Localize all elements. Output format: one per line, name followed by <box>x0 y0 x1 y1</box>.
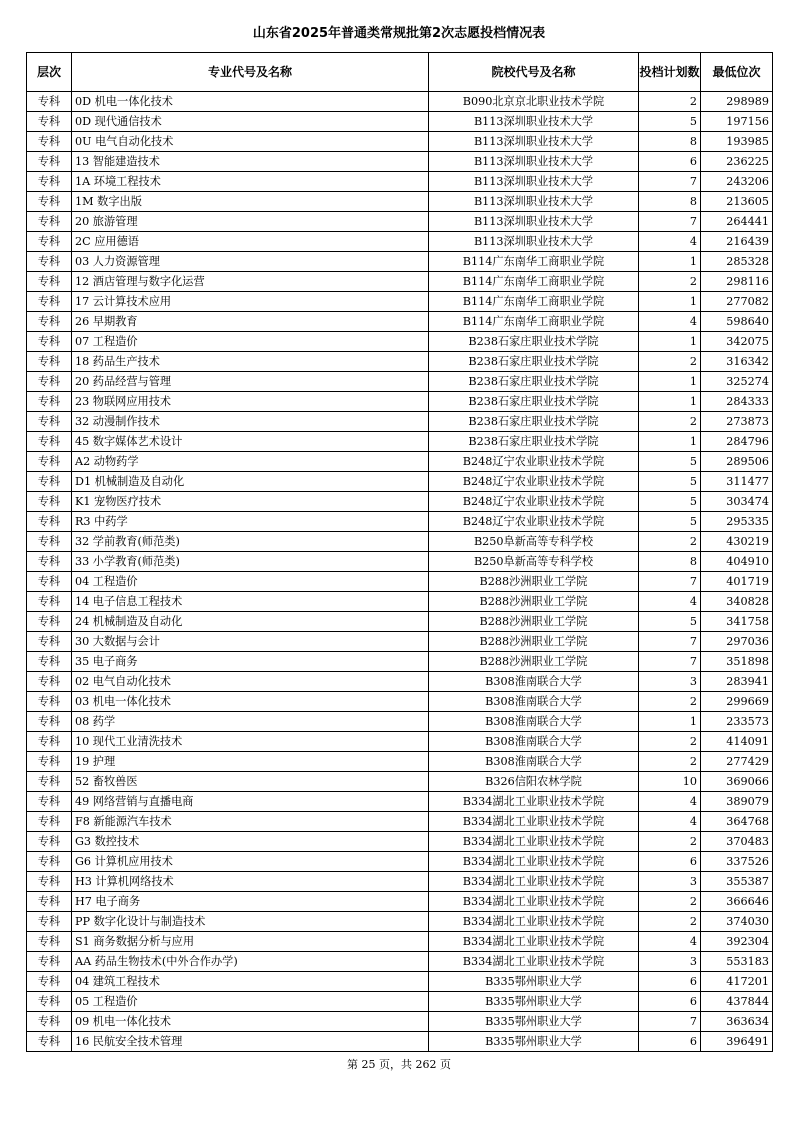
cell-rank: 316342 <box>701 352 773 372</box>
table-row <box>27 592 773 612</box>
cell-major: 10 现代工业清洗技术 <box>72 732 429 752</box>
cell-level: 专科 <box>27 512 72 532</box>
cell-plan: 2 <box>639 732 701 752</box>
table-row <box>27 112 773 132</box>
cell-school: B288沙洲职业工学院 <box>429 612 639 632</box>
cell-rank: 233573 <box>701 712 773 732</box>
cell-rank: 351898 <box>701 652 773 672</box>
cell-major: K1 宠物医疗技术 <box>72 492 429 512</box>
cell-level: 专科 <box>27 832 72 852</box>
cell-rank: 370483 <box>701 832 773 852</box>
cell-school: B113深圳职业技术大学 <box>429 112 639 132</box>
cell-major: 30 大数据与会计 <box>72 632 429 652</box>
table-row <box>27 812 773 832</box>
cell-rank: 401719 <box>701 572 773 592</box>
table-row <box>27 352 773 372</box>
cell-plan: 5 <box>639 452 701 472</box>
cell-level: 专科 <box>27 532 72 552</box>
cell-rank: 298989 <box>701 92 773 112</box>
document-title: 山东省2025年普通类常规批第2次志愿投档情况表 <box>252 26 546 41</box>
cell-level: 专科 <box>27 292 72 312</box>
cell-school: B334湖北工业职业技术学院 <box>429 792 639 812</box>
cell-plan: 2 <box>639 352 701 372</box>
cell-plan: 8 <box>639 192 701 212</box>
cell-plan: 5 <box>639 472 701 492</box>
cell-level: 专科 <box>27 872 72 892</box>
cell-level: 专科 <box>27 272 72 292</box>
cell-plan: 6 <box>639 972 701 992</box>
table-row <box>27 572 773 592</box>
table-row <box>27 272 773 292</box>
cell-major: 16 民航安全技术管理 <box>72 1032 429 1052</box>
cell-plan: 8 <box>639 552 701 572</box>
cell-school: B238石家庄职业技术学院 <box>429 432 639 452</box>
cell-school: B334湖北工业职业技术学院 <box>429 912 639 932</box>
table-row <box>27 792 773 812</box>
cell-school: B114广东南华工商职业学院 <box>429 252 639 272</box>
cell-major: 20 药品经营与管理 <box>72 372 429 392</box>
cell-level: 专科 <box>27 992 72 1012</box>
cell-major: 2C 应用德语 <box>72 232 429 252</box>
table-row <box>27 952 773 972</box>
cell-level: 专科 <box>27 612 72 632</box>
cell-major: 52 畜牧兽医 <box>72 772 429 792</box>
cell-level: 专科 <box>27 692 72 712</box>
cell-rank: 289506 <box>701 452 773 472</box>
cell-major: 12 酒店管理与数字化运营 <box>72 272 429 292</box>
cell-school: B308淮南联合大学 <box>429 752 639 772</box>
cell-plan: 3 <box>639 872 701 892</box>
cell-rank: 430219 <box>701 532 773 552</box>
cell-school: B335鄂州职业大学 <box>429 992 639 1012</box>
cell-plan: 7 <box>639 212 701 232</box>
cell-major: H7 电子商务 <box>72 892 429 912</box>
cell-level: 专科 <box>27 312 72 332</box>
cell-plan: 2 <box>639 892 701 912</box>
cell-plan: 7 <box>639 652 701 672</box>
cell-school: B238石家庄职业技术学院 <box>429 372 639 392</box>
cell-major: 02 电气自动化技术 <box>72 672 429 692</box>
cell-rank: 366646 <box>701 892 773 912</box>
table-row <box>27 372 773 392</box>
cell-level: 专科 <box>27 932 72 952</box>
cell-rank: 216439 <box>701 232 773 252</box>
cell-major: A2 动物药学 <box>72 452 429 472</box>
cell-rank: 284333 <box>701 392 773 412</box>
cell-plan: 2 <box>639 412 701 432</box>
cell-school: B113深圳职业技术大学 <box>429 172 639 192</box>
cell-school: B334湖北工业职业技术学院 <box>429 892 639 912</box>
cell-major: 1M 数字出版 <box>72 192 429 212</box>
cell-major: 1A 环境工程技术 <box>72 172 429 192</box>
cell-major: PP 数字化设计与制造技术 <box>72 912 429 932</box>
cell-rank: 363634 <box>701 1012 773 1032</box>
cell-major: 13 智能建造技术 <box>72 152 429 172</box>
cell-plan: 5 <box>639 492 701 512</box>
cell-plan: 1 <box>639 332 701 352</box>
table-row <box>27 172 773 192</box>
cell-major: F8 新能源汽车技术 <box>72 812 429 832</box>
table-row <box>27 312 773 332</box>
cell-level: 专科 <box>27 892 72 912</box>
cell-school: B335鄂州职业大学 <box>429 972 639 992</box>
cell-major: 0D 现代通信技术 <box>72 112 429 132</box>
cell-plan: 1 <box>639 252 701 272</box>
cell-plan: 4 <box>639 592 701 612</box>
table-row <box>27 92 773 112</box>
table-row <box>27 532 773 552</box>
cell-rank: 374030 <box>701 912 773 932</box>
cell-plan: 6 <box>639 852 701 872</box>
cell-level: 专科 <box>27 452 72 472</box>
cell-rank: 340828 <box>701 592 773 612</box>
table-row <box>27 192 773 212</box>
table-row <box>27 412 773 432</box>
cell-major: R3 中药学 <box>72 512 429 532</box>
cell-school: B250阜新高等专科学校 <box>429 552 639 572</box>
cell-major: 05 工程造价 <box>72 992 429 1012</box>
table-row <box>27 712 773 732</box>
cell-school: B250阜新高等专科学校 <box>429 532 639 552</box>
cell-rank: 337526 <box>701 852 773 872</box>
cell-plan: 2 <box>639 92 701 112</box>
cell-level: 专科 <box>27 652 72 672</box>
cell-rank: 404910 <box>701 552 773 572</box>
cell-rank: 277082 <box>701 292 773 312</box>
cell-school: B248辽宁农业职业技术学院 <box>429 512 639 532</box>
cell-rank: 364768 <box>701 812 773 832</box>
cell-major: 03 人力资源管理 <box>72 252 429 272</box>
cell-school: B238石家庄职业技术学院 <box>429 412 639 432</box>
cell-rank: 299669 <box>701 692 773 712</box>
cell-major: 07 工程造价 <box>72 332 429 352</box>
table-row <box>27 672 773 692</box>
cell-school: B113深圳职业技术大学 <box>429 152 639 172</box>
cell-school: B335鄂州职业大学 <box>429 1032 639 1052</box>
cell-rank: 273873 <box>701 412 773 432</box>
cell-level: 专科 <box>27 412 72 432</box>
cell-school: B288沙洲职业工学院 <box>429 572 639 592</box>
table-row <box>27 832 773 852</box>
cell-rank: 264441 <box>701 212 773 232</box>
cell-level: 专科 <box>27 632 72 652</box>
cell-major: 35 电子商务 <box>72 652 429 672</box>
cell-rank: 295335 <box>701 512 773 532</box>
cell-plan: 4 <box>639 792 701 812</box>
cell-rank: 197156 <box>701 112 773 132</box>
cell-plan: 1 <box>639 372 701 392</box>
cell-major: 09 机电一体化技术 <box>72 1012 429 1032</box>
cell-school: B238石家庄职业技术学院 <box>429 332 639 352</box>
admission-table <box>26 52 773 1052</box>
cell-plan: 1 <box>639 292 701 312</box>
table-row <box>27 752 773 772</box>
cell-school: B288沙洲职业工学院 <box>429 632 639 652</box>
header-rank: 最低位次 <box>701 53 773 92</box>
cell-rank: 283941 <box>701 672 773 692</box>
page-footer: 第 25 页，共 262 页 <box>347 1058 451 1071</box>
cell-school: B248辽宁农业职业技术学院 <box>429 492 639 512</box>
cell-level: 专科 <box>27 92 72 112</box>
cell-plan: 4 <box>639 312 701 332</box>
cell-plan: 3 <box>639 672 701 692</box>
cell-plan: 6 <box>639 1032 701 1052</box>
cell-level: 专科 <box>27 112 72 132</box>
table-row <box>27 392 773 412</box>
cell-school: B238石家庄职业技术学院 <box>429 352 639 372</box>
table-row <box>27 632 773 652</box>
header-plan: 投档计划数 <box>639 53 701 92</box>
cell-level: 专科 <box>27 492 72 512</box>
cell-school: B334湖北工业职业技术学院 <box>429 812 639 832</box>
table-row <box>27 292 773 312</box>
cell-plan: 1 <box>639 432 701 452</box>
cell-plan: 4 <box>639 232 701 252</box>
cell-major: 17 云计算技术应用 <box>72 292 429 312</box>
table-row <box>27 892 773 912</box>
table-row <box>27 512 773 532</box>
cell-rank: 355387 <box>701 872 773 892</box>
cell-level: 专科 <box>27 372 72 392</box>
cell-level: 专科 <box>27 792 72 812</box>
cell-major: 08 药学 <box>72 712 429 732</box>
cell-plan: 8 <box>639 132 701 152</box>
cell-plan: 10 <box>639 772 701 792</box>
cell-school: B326信阳农林学院 <box>429 772 639 792</box>
cell-plan: 5 <box>639 112 701 132</box>
table-row <box>27 1012 773 1032</box>
table-header-row <box>27 53 773 92</box>
table-row <box>27 552 773 572</box>
cell-rank: 236225 <box>701 152 773 172</box>
table-row <box>27 872 773 892</box>
cell-plan: 2 <box>639 752 701 772</box>
cell-rank: 389079 <box>701 792 773 812</box>
cell-school: B113深圳职业技术大学 <box>429 132 639 152</box>
cell-major: 0U 电气自动化技术 <box>72 132 429 152</box>
cell-rank: 437844 <box>701 992 773 1012</box>
cell-plan: 6 <box>639 992 701 1012</box>
cell-major: 32 学前教育(师范类) <box>72 532 429 552</box>
cell-level: 专科 <box>27 912 72 932</box>
cell-major: 14 电子信息工程技术 <box>72 592 429 612</box>
table-row <box>27 232 773 252</box>
cell-school: B113深圳职业技术大学 <box>429 232 639 252</box>
cell-level: 专科 <box>27 172 72 192</box>
cell-level: 专科 <box>27 1012 72 1032</box>
cell-school: B334湖北工业职业技术学院 <box>429 852 639 872</box>
cell-level: 专科 <box>27 572 72 592</box>
table-row <box>27 992 773 1012</box>
table-row <box>27 932 773 952</box>
cell-major: 26 早期教育 <box>72 312 429 332</box>
cell-level: 专科 <box>27 392 72 412</box>
table-row <box>27 732 773 752</box>
cell-major: 19 护理 <box>72 752 429 772</box>
cell-major: 24 机械制造及自动化 <box>72 612 429 632</box>
cell-school: B334湖北工业职业技术学院 <box>429 952 639 972</box>
cell-rank: 303474 <box>701 492 773 512</box>
cell-major: G6 计算机应用技术 <box>72 852 429 872</box>
cell-plan: 4 <box>639 812 701 832</box>
cell-major: 49 网络营销与直播电商 <box>72 792 429 812</box>
cell-level: 专科 <box>27 232 72 252</box>
cell-plan: 7 <box>639 1012 701 1032</box>
cell-rank: 243206 <box>701 172 773 192</box>
cell-school: B238石家庄职业技术学院 <box>429 392 639 412</box>
cell-plan: 4 <box>639 932 701 952</box>
cell-rank: 193985 <box>701 132 773 152</box>
cell-school: B308淮南联合大学 <box>429 692 639 712</box>
cell-level: 专科 <box>27 1032 72 1052</box>
table-row <box>27 852 773 872</box>
table-row <box>27 212 773 232</box>
cell-level: 专科 <box>27 812 72 832</box>
table-row <box>27 332 773 352</box>
cell-school: B113深圳职业技术大学 <box>429 212 639 232</box>
cell-level: 专科 <box>27 712 72 732</box>
table-row <box>27 252 773 272</box>
cell-major: H3 计算机网络技术 <box>72 872 429 892</box>
cell-level: 专科 <box>27 252 72 272</box>
table-row <box>27 1032 773 1052</box>
cell-level: 专科 <box>27 752 72 772</box>
cell-level: 专科 <box>27 152 72 172</box>
cell-rank: 598640 <box>701 312 773 332</box>
table-row <box>27 132 773 152</box>
cell-rank: 553183 <box>701 952 773 972</box>
table-row <box>27 432 773 452</box>
cell-plan: 7 <box>639 632 701 652</box>
cell-major: 18 药品生产技术 <box>72 352 429 372</box>
cell-rank: 277429 <box>701 752 773 772</box>
cell-school: B308淮南联合大学 <box>429 712 639 732</box>
table-body <box>27 92 773 1052</box>
cell-level: 专科 <box>27 952 72 972</box>
cell-school: B335鄂州职业大学 <box>429 1012 639 1032</box>
cell-level: 专科 <box>27 352 72 372</box>
cell-major: 45 数字媒体艺术设计 <box>72 432 429 452</box>
cell-school: B114广东南华工商职业学院 <box>429 292 639 312</box>
cell-plan: 2 <box>639 532 701 552</box>
cell-plan: 2 <box>639 912 701 932</box>
cell-level: 专科 <box>27 132 72 152</box>
table-row <box>27 452 773 472</box>
cell-rank: 342075 <box>701 332 773 352</box>
table-row <box>27 612 773 632</box>
cell-major: 20 旅游管理 <box>72 212 429 232</box>
cell-rank: 213605 <box>701 192 773 212</box>
cell-level: 专科 <box>27 472 72 492</box>
cell-rank: 298116 <box>701 272 773 292</box>
header-school: 院校代号及名称 <box>429 53 639 92</box>
cell-major: G3 数控技术 <box>72 832 429 852</box>
cell-level: 专科 <box>27 732 72 752</box>
cell-rank: 369066 <box>701 772 773 792</box>
cell-plan: 2 <box>639 692 701 712</box>
cell-major: 23 物联网应用技术 <box>72 392 429 412</box>
cell-rank: 392304 <box>701 932 773 952</box>
cell-school: B113深圳职业技术大学 <box>429 192 639 212</box>
table-row <box>27 972 773 992</box>
cell-major: 33 小学教育(师范类) <box>72 552 429 572</box>
table-row <box>27 692 773 712</box>
cell-school: B334湖北工业职业技术学院 <box>429 932 639 952</box>
cell-level: 专科 <box>27 852 72 872</box>
cell-rank: 414091 <box>701 732 773 752</box>
cell-level: 专科 <box>27 592 72 612</box>
cell-rank: 297036 <box>701 632 773 652</box>
cell-rank: 285328 <box>701 252 773 272</box>
cell-school: B114广东南华工商职业学院 <box>429 312 639 332</box>
cell-level: 专科 <box>27 212 72 232</box>
cell-plan: 2 <box>639 832 701 852</box>
cell-level: 专科 <box>27 972 72 992</box>
cell-major: S1 商务数据分析与应用 <box>72 932 429 952</box>
table-row <box>27 772 773 792</box>
cell-plan: 1 <box>639 392 701 412</box>
cell-rank: 417201 <box>701 972 773 992</box>
cell-rank: 311477 <box>701 472 773 492</box>
cell-school: B288沙洲职业工学院 <box>429 592 639 612</box>
table-row <box>27 912 773 932</box>
cell-major: AA 药品生物技术(中外合作办学) <box>72 952 429 972</box>
header-major: 专业代号及名称 <box>72 53 429 92</box>
cell-major: 04 建筑工程技术 <box>72 972 429 992</box>
cell-plan: 6 <box>639 152 701 172</box>
cell-plan: 3 <box>639 952 701 972</box>
cell-plan: 7 <box>639 572 701 592</box>
table-row <box>27 472 773 492</box>
cell-plan: 5 <box>639 512 701 532</box>
cell-school: B308淮南联合大学 <box>429 732 639 752</box>
cell-plan: 2 <box>639 272 701 292</box>
cell-rank: 341758 <box>701 612 773 632</box>
cell-level: 专科 <box>27 552 72 572</box>
cell-school: B090北京京北职业技术学院 <box>429 92 639 112</box>
cell-school: B248辽宁农业职业技术学院 <box>429 472 639 492</box>
cell-plan: 5 <box>639 612 701 632</box>
table-row <box>27 652 773 672</box>
cell-major: 32 动漫制作技术 <box>72 412 429 432</box>
cell-major: 04 工程造价 <box>72 572 429 592</box>
cell-level: 专科 <box>27 672 72 692</box>
cell-major: D1 机械制造及自动化 <box>72 472 429 492</box>
cell-rank: 284796 <box>701 432 773 452</box>
cell-major: 03 机电一体化技术 <box>72 692 429 712</box>
cell-major: 0D 机电一体化技术 <box>72 92 429 112</box>
cell-level: 专科 <box>27 432 72 452</box>
cell-school: B334湖北工业职业技术学院 <box>429 872 639 892</box>
cell-school: B114广东南华工商职业学院 <box>429 272 639 292</box>
cell-school: B248辽宁农业职业技术学院 <box>429 452 639 472</box>
cell-school: B308淮南联合大学 <box>429 672 639 692</box>
cell-school: B288沙洲职业工学院 <box>429 652 639 672</box>
cell-rank: 396491 <box>701 1032 773 1052</box>
cell-plan: 7 <box>639 172 701 192</box>
cell-school: B334湖北工业职业技术学院 <box>429 832 639 852</box>
table-row <box>27 492 773 512</box>
cell-plan: 1 <box>639 712 701 732</box>
cell-rank: 325274 <box>701 372 773 392</box>
cell-level: 专科 <box>27 772 72 792</box>
header-level: 层次 <box>27 53 72 92</box>
table-row <box>27 152 773 172</box>
cell-level: 专科 <box>27 332 72 352</box>
cell-level: 专科 <box>27 192 72 212</box>
